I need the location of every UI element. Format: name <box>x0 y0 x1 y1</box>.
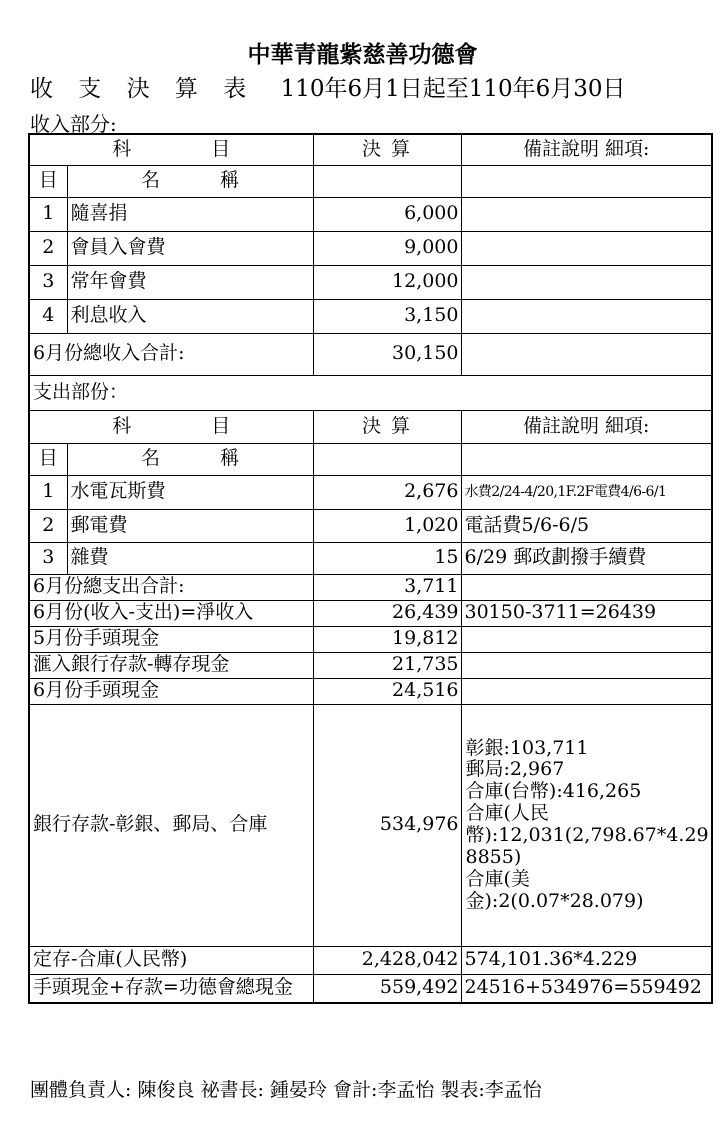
fixed-deposit-amount: 2,428,042 <box>313 946 461 974</box>
income-row-name: 會員入會費 <box>67 231 313 265</box>
summary-note <box>461 652 712 678</box>
expense-section-row <box>29 375 712 410</box>
expense-row-note: 水費2/24-4/20,1F.2F電費4/6-6/1 <box>461 475 712 509</box>
income-row-note <box>461 231 712 265</box>
expense-row-note: 6/29 郵政劃撥手續費 <box>461 542 712 574</box>
empty-cell <box>461 165 712 197</box>
summary-note <box>461 626 712 652</box>
empty-cell <box>461 443 712 475</box>
income-row-no: 1 <box>29 197 67 231</box>
bank-note-line: 彰銀:103,711 <box>465 736 589 759</box>
expense-section-label: 支出部份： <box>29 375 712 410</box>
bank-note-line: 合庫(台幣):416,265 <box>465 780 642 803</box>
summary-amount: 19,812 <box>313 626 461 652</box>
summary-amount: 21,735 <box>313 652 461 678</box>
summary-amount: 26,439 <box>313 600 461 626</box>
income-row-name: 利息收入 <box>67 299 313 333</box>
bank-note-line: 合庫(美 <box>465 867 530 890</box>
income-name-header: 名 稱 <box>67 165 313 197</box>
income-row-note <box>461 299 712 333</box>
bank-deposit-notes <box>461 704 712 946</box>
expense-row-no: 2 <box>29 509 67 542</box>
grand-total-row <box>29 974 712 1003</box>
income-subheader-row <box>29 165 712 197</box>
summary-amount: 24,516 <box>313 678 461 704</box>
income-no-header: 目 <box>29 165 67 197</box>
expense-row <box>29 509 712 542</box>
expense-row-no: 1 <box>29 475 67 509</box>
income-row <box>29 231 712 265</box>
expense-subheader-row <box>29 443 712 475</box>
income-row <box>29 299 712 333</box>
income-subject-header: 科 目 <box>29 134 313 165</box>
expense-subject-header: 科 目 <box>29 410 313 443</box>
income-row-no: 2 <box>29 231 67 265</box>
summary-note: 30150-3711=26439 <box>461 600 712 626</box>
income-amount-header: 決 算 <box>313 134 461 165</box>
summary-row <box>29 600 712 626</box>
summary-label: 滙入銀行存款-轉存現金 <box>29 652 313 678</box>
expense-amount-header: 決 算 <box>313 410 461 443</box>
expense-row-no: 3 <box>29 542 67 574</box>
expense-row-amount: 1,020 <box>313 509 461 542</box>
income-row <box>29 197 712 231</box>
summary-label: 6月份手頭現金 <box>29 678 313 704</box>
income-row-amount: 6,000 <box>313 197 461 231</box>
grand-total-note: 24516+534976=559492 <box>461 974 712 1003</box>
bank-note-line: 郵局:2,967 <box>465 758 565 781</box>
empty-cell <box>313 165 461 197</box>
expense-header-row <box>29 410 712 443</box>
income-row-amount: 12,000 <box>313 265 461 299</box>
summary-row <box>29 626 712 652</box>
report-period: 110年6月1日起至110年6月30日 <box>280 76 626 102</box>
expense-no-header: 目 <box>29 443 67 475</box>
expense-row-name: 水電瓦斯費 <box>67 475 313 509</box>
bank-note-line: 8855) <box>465 845 522 868</box>
expense-row-name: 郵電費 <box>67 509 313 542</box>
fixed-deposit-row <box>29 946 712 974</box>
income-header-row <box>29 134 712 165</box>
summary-note <box>461 574 712 600</box>
expense-row-amount: 15 <box>313 542 461 574</box>
income-section-label: 收入部分: <box>30 112 117 136</box>
empty-cell <box>313 443 461 475</box>
expense-row <box>29 475 712 509</box>
bank-deposit-label: 銀行存款-彰銀、郵局、合庫 <box>29 704 313 946</box>
income-total-label: 6月份總收入合計: <box>29 333 313 375</box>
income-total-row <box>29 333 712 375</box>
income-total-amount: 30,150 <box>313 333 461 375</box>
empty-cell <box>461 333 712 375</box>
signature-footer: 團體負責人: 陳俊良 祕書長: 鍾晏玲 會計:李孟怡 製表:李孟怡 <box>30 1079 542 1101</box>
summary-row <box>29 574 712 600</box>
expense-row-note: 電話費5/6-6/5 <box>461 509 712 542</box>
bank-note-line: 金):2(0.07*28.079) <box>465 889 644 912</box>
summary-label: 5月份手頭現金 <box>29 626 313 652</box>
bank-note-line: 合庫(人民 <box>465 802 549 825</box>
summary-note <box>461 678 712 704</box>
summary-amount: 3,711 <box>313 574 461 600</box>
expense-row-amount: 2,676 <box>313 475 461 509</box>
income-row-name: 常年會費 <box>67 265 313 299</box>
income-row-amount: 3,150 <box>313 299 461 333</box>
summary-row <box>29 678 712 704</box>
bank-deposit-amount: 534,976 <box>313 704 461 946</box>
report-title <box>30 70 626 103</box>
expense-row-name: 雜費 <box>67 542 313 574</box>
summary-row <box>29 652 712 678</box>
expense-row <box>29 542 712 574</box>
bank-deposit-row <box>29 704 712 946</box>
fixed-deposit-label: 定存-合庫(人民幣) <box>29 946 313 974</box>
summary-label: 6月份(收入-支出)=淨收入 <box>29 600 313 626</box>
organization-title: 中華青龍紫慈善功德會 <box>247 41 478 68</box>
income-row-no: 4 <box>29 299 67 333</box>
income-remarks-header: 備註說明 細項: <box>461 134 712 165</box>
grand-total-label: 手頭現金+存款=功德會總現金 <box>29 974 313 1003</box>
income-row-amount: 9,000 <box>313 231 461 265</box>
income-row <box>29 265 712 299</box>
budget-table <box>28 133 713 1004</box>
grand-total-amount: 559,492 <box>313 974 461 1003</box>
income-row-note <box>461 197 712 231</box>
income-row-no: 3 <box>29 265 67 299</box>
summary-label: 6月份總支出合計: <box>29 574 313 600</box>
expense-remarks-header: 備註說明 細項: <box>461 410 712 443</box>
expense-name-header: 名 稱 <box>67 443 313 475</box>
bank-note-line: 幣):12,031(2,798.67*4.29 <box>465 824 709 846</box>
income-row-note <box>461 265 712 299</box>
income-row-name: 隨喜捐 <box>67 197 313 231</box>
report-title-text: 收 支 決 算 表 <box>30 76 256 102</box>
fixed-deposit-note: 574,101.36*4.229 <box>461 946 712 974</box>
